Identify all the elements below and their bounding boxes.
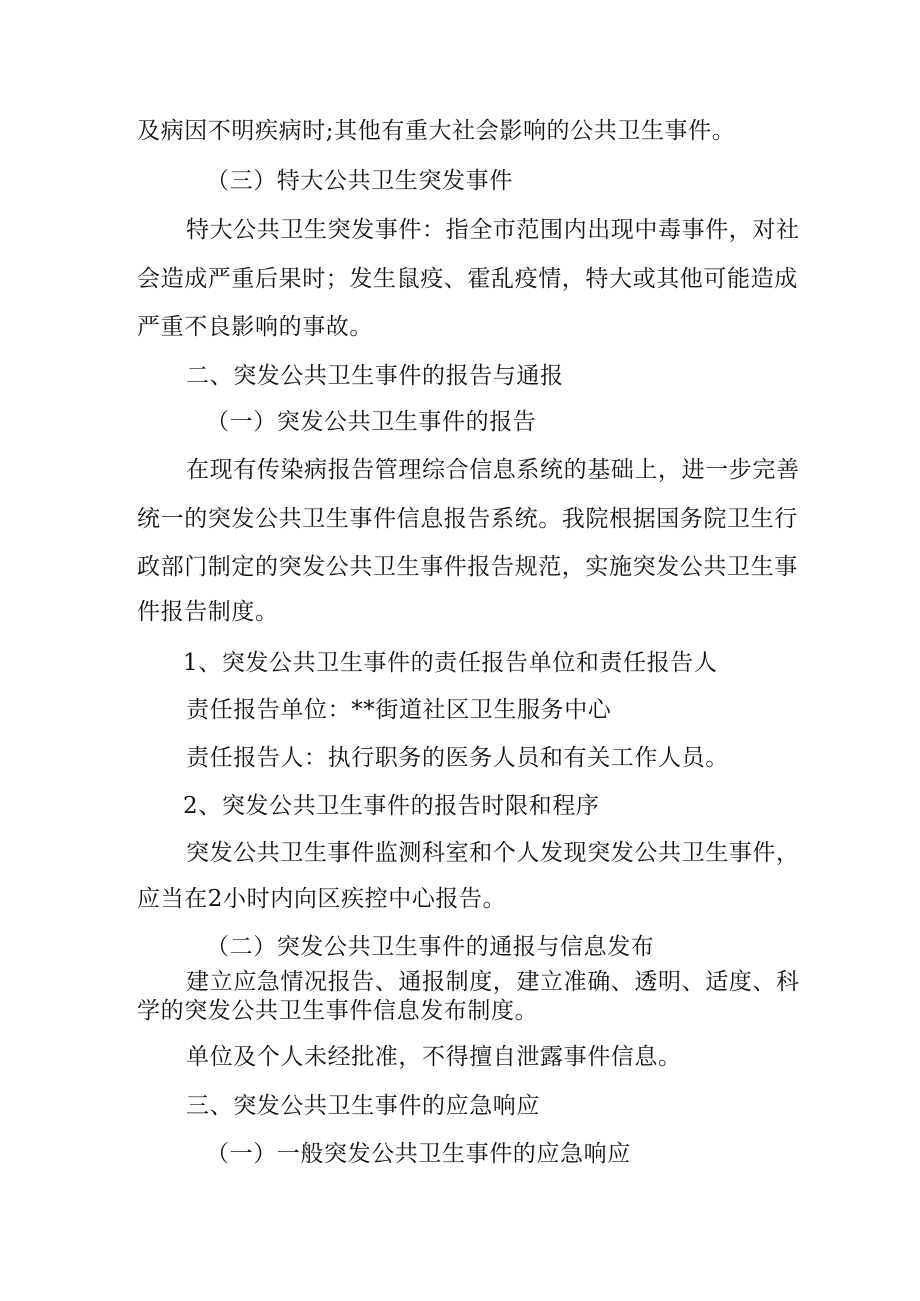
text-line: 应当在2小时内向区疾控中心报告。 [137, 886, 507, 912]
text-line: 责任报告单位：**街道社区卫生服务中心 [186, 697, 612, 723]
text-line: 责任报告人：执行职务的医务人员和有关工作人员。 [186, 745, 729, 771]
item-heading: 1、突发公共卫生事件的责任报告单位和责任报告人 [183, 650, 718, 676]
text-line: 单位及个人未经批准，不得擅自泄露事件信息。 [186, 1044, 682, 1070]
text-line: 统一的突发公共卫生事件信息报告系统。我院根据国务院卫生行 [137, 506, 798, 532]
text-line: 在现有传染病报告管理综合信息系统的基础上，进一步完善 [186, 457, 800, 483]
subsection-heading: （三）特大公共卫生突发事件 [206, 168, 513, 194]
text-line: 特大公共卫生突发事件：指全市范围内出现中毒事件，对社 [186, 217, 800, 243]
text-line: 会造成严重后果时；发生鼠疫、霍乱疫情，特大或其他可能造成 [137, 266, 798, 292]
text-line: 建立应急情况报告、通报制度，建立准确、透明、适度、科 [186, 969, 800, 995]
section-heading: 三、突发公共卫生事件的应急响应 [186, 1093, 540, 1119]
text-line: 突发公共卫生事件监测科室和个人发现突发公共卫生事件， [186, 840, 800, 866]
text-line: 政部门制定的突发公共卫生事件报告规范，实施突发公共卫生事 [137, 554, 798, 580]
subsection-heading: （一）一般突发公共卫生事件的应急响应 [206, 1141, 631, 1167]
text-line: 件报告制度。 [137, 599, 279, 625]
subsection-heading: （一）突发公共卫生事件的报告 [206, 409, 537, 435]
text-line: 学的突发公共卫生事件信息发布制度。 [137, 998, 539, 1024]
item-heading: 2、突发公共卫生事件的报告时限和程序 [183, 793, 600, 819]
subsection-heading: （二）突发公共卫生事件的通报与信息发布 [206, 934, 655, 960]
section-heading: 二、突发公共卫生事件的报告与通报 [186, 363, 564, 389]
text-line: 及病因不明疾病时;其他有重大社会影响的公共卫生事件。 [137, 118, 736, 144]
text-line: 严重不良影响的事故。 [137, 314, 373, 340]
